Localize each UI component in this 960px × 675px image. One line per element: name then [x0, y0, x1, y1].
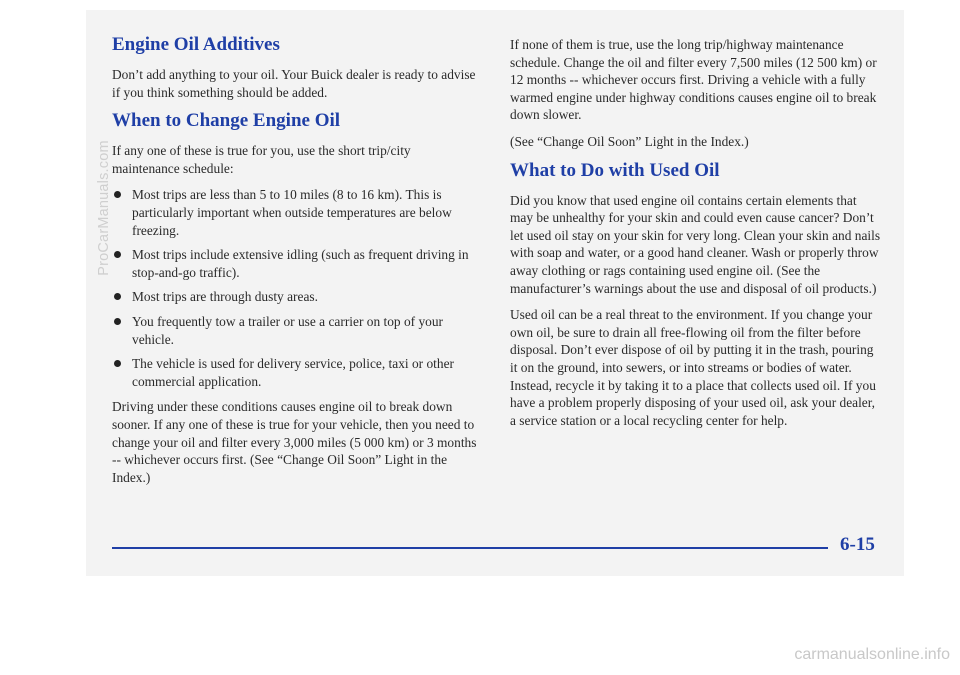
page-number: 6-15: [840, 534, 875, 555]
footer-rule: [112, 547, 828, 549]
paragraph-short-trip-result: Driving under these conditions causes engine oil to break down sooner. If any one of these is true for your vehicle, then you need to change your oil and filter every 3,000 miles (5 000 km) or 3 months -- whichever occurs first. (See “Change Oil Soon” Light in the Index.): [112, 399, 477, 485]
side-watermark: ProCarManuals.com: [96, 140, 112, 276]
list-item-text: Most trips include extensive idling (such as frequent driving in stop-and-go traffic).: [132, 247, 469, 280]
list-item: [112, 186, 480, 239]
list-item: [112, 288, 480, 306]
paragraph-short-trip-intro: If any one of these is true for you, use the short trip/city maintenance schedule:: [112, 143, 411, 176]
list-item-text: You frequently tow a trailer or use a carrier on top of your vehicle.: [132, 313, 443, 347]
left-column: [112, 34, 480, 495]
paragraph-long-trip: If none of them is true, use the long trip/highway maintenance schedule. Change the oil and filter every 7,500 miles (12 500 km) or 12 months -- whichever occurs first. Driving a vehicle with a fully warmed engine under highway conditions causes engine oil to break down slower.: [510, 37, 877, 123]
list-item-text: The vehicle is used for delivery service, police, taxi or other commercial application.: [132, 356, 454, 389]
list-item: [112, 313, 480, 348]
bullet-icon: [114, 191, 121, 198]
list-item: [112, 246, 480, 281]
paragraph-environment: Used oil can be a real threat to the environment. If you change your own oil, be sure to drain all free-flowing oil from the filter before disposal. Don’t ever dispose of oil by putting it in the trash, pouring it on the ground, into sewers, or into streams or bodies of water. Instead, recycle it by taking it to a place that collects used oil. If you have a problem properly disposing of your used oil, ask your dealer, a service station or a local recycling center for help.: [510, 307, 876, 428]
paragraph-additives: Don’t add anything to your oil. Your Buick dealer is ready to advise if you think something should be added.: [112, 67, 476, 100]
bullet-icon: [114, 293, 121, 300]
paragraph-health-warning: Did you know that used engine oil contains certain elements that may be unhealthy for your skin and could even cause cancer? Don’t let used oil stay on your skin for very long. Clean your skin and nails with soap and water, or a good hand cleaner. Wash or properly throw away clothing or rags containing used engine oil. (See the manufacturer’s warnings about the use and disposal of oil products.): [510, 192, 881, 296]
right-column: [510, 36, 882, 438]
paragraph-see-index: (See “Change Oil Soon” Light in the Index.): [510, 133, 749, 149]
bottom-watermark: carmanualsonline.info: [794, 646, 950, 663]
heading-used-oil: What to Do with Used Oil: [510, 159, 720, 181]
list-item: [112, 355, 480, 390]
heading-when-to-change: When to Change Engine Oil: [112, 110, 341, 132]
list-item-text: Most trips are through dusty areas.: [132, 289, 318, 305]
heading-engine-oil-additives: Engine Oil Additives: [112, 34, 280, 55]
bullet-icon: [114, 360, 121, 367]
bullet-icon: [114, 251, 121, 258]
bullet-icon: [114, 318, 121, 325]
list-item-text: Most trips are less than 5 to 10 miles (8 to 16 km). This is particularly important when outside temperatures are below freezing.: [132, 187, 452, 238]
conditions-list: [112, 186, 480, 390]
